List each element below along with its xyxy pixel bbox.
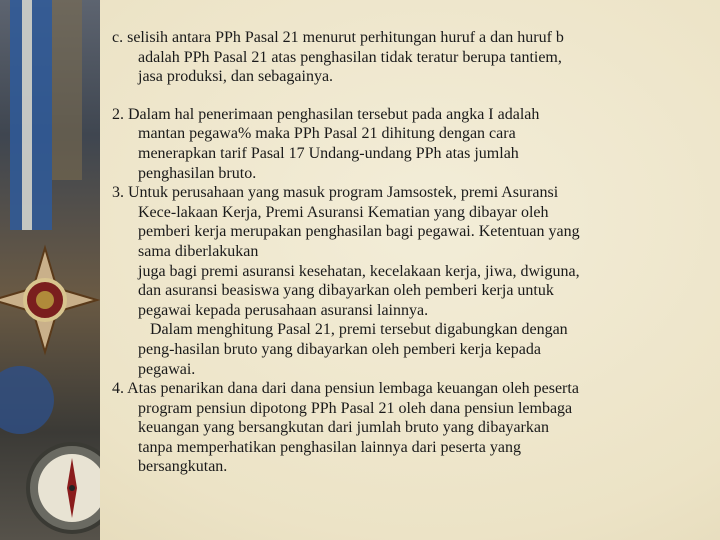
text-line: 4. Atas penarikan dana dari dana pensiun lembaga keuangan oleh peserta (112, 380, 579, 398)
text-line: 3. Untuk perusahaan yang masuk program Jamsostek, premi Asuransi (112, 184, 559, 202)
document-body (112, 28, 694, 477)
text-line: bersangkutan. (138, 458, 228, 476)
decorative-medal-image (0, 0, 100, 540)
text-line: penghasilan bruto. (138, 164, 257, 182)
text-line: keuangan yang bersangkutan dari jumlah bruto yang dibayarkan (138, 419, 549, 437)
text-line: adalah PPh Pasal 21 atas penghasilan tidak teratur berupa tantiem, (138, 48, 562, 66)
text-line: peng-hasilan bruto yang dibayarkan oleh pemberi kerja kepada (138, 340, 541, 358)
text-line: pemberi kerja merupakan penghasilan bagi pegawai. Ketentuan yang (138, 223, 580, 241)
text-line: jasa produksi, dan sebagainya. (138, 68, 334, 86)
text-line: mantan pegawa% maka PPh Pasal 21 dihitung dengan cara (138, 125, 516, 143)
text-line: program pensiun dipotong PPh Pasal 21 oleh dana pensiun lembaga (138, 399, 573, 417)
paragraph-2 (112, 105, 694, 183)
text-line: Kece-lakaan Kerja, Premi Asuransi Kematian yang dibayar oleh (138, 203, 549, 221)
text-line: tanpa memperhatikan penghasilan lainnya dari peserta yang (138, 438, 521, 456)
paragraph-4 (112, 379, 694, 477)
text-line: Dalam menghitung Pasal 21, premi tersebut digabungkan dengan (150, 321, 568, 339)
text-line: c. selisih antara PPh Pasal 21 menurut perhitungan huruf a dan huruf b (112, 29, 564, 46)
text-line: juga bagi premi asuransi kesehatan, kecelakaan kerja, jiwa, dwiguna, (138, 262, 580, 280)
medal-compass-illustration (0, 0, 100, 540)
text-line: pegawai. (138, 360, 196, 378)
text-line: pegawai kepada perusahaan asuransi lainnya. (138, 301, 429, 319)
text-line: 2. Dalam hal penerimaan penghasilan tersebut pada angka I adalah (112, 105, 540, 123)
text-line: menerapkan tarif Pasal 17 Undang-undang PPh atas jumlah (138, 144, 519, 162)
paragraph-c (112, 28, 694, 87)
paragraph-3 (112, 183, 694, 379)
text-line: sama diberlakukan (138, 242, 259, 260)
text-line: dan asuransi beasiswa yang dibayarkan oleh pemberi kerja untuk (138, 282, 554, 300)
